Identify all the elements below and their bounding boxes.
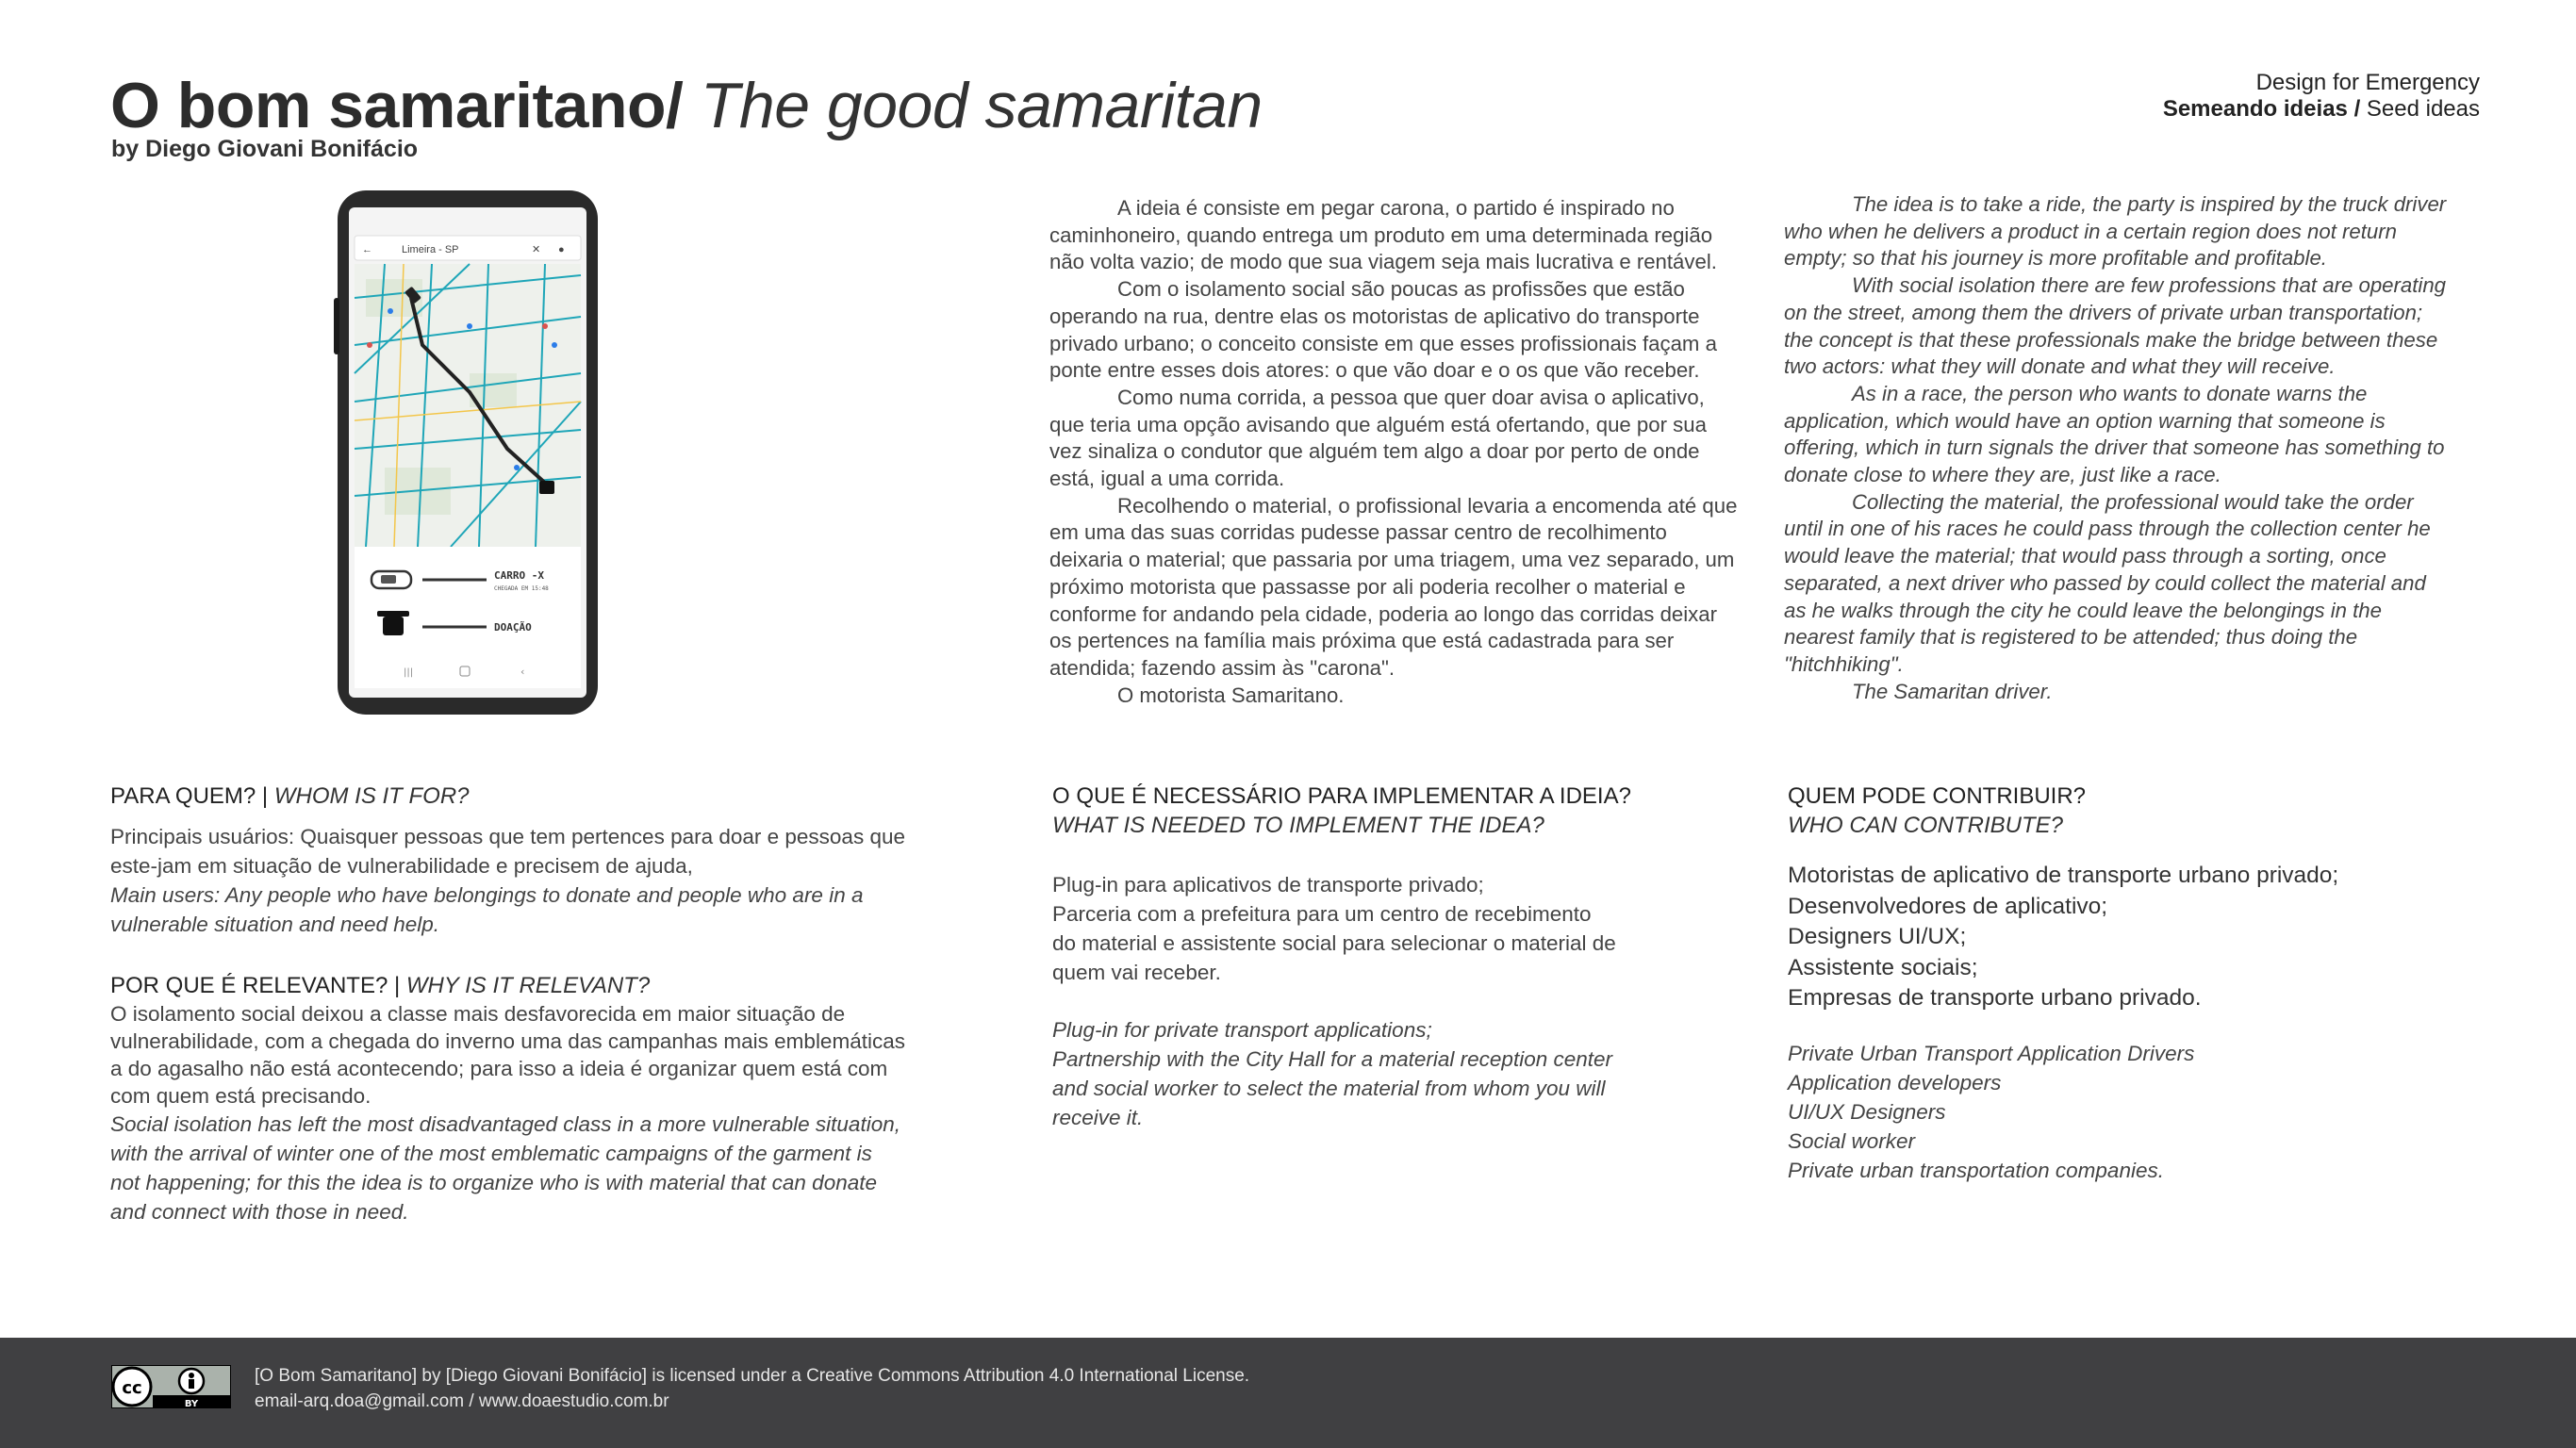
- brand-line2-sep: /: [2353, 96, 2361, 122]
- section-title-pt: O QUE É NECESSÁRIO PARA IMPLEMENTAR A IDEIA?: [1052, 783, 1631, 809]
- section-who-can-contribute: [1788, 782, 2467, 1185]
- intro-en: [1784, 191, 2452, 705]
- list-item: Designers UI/UX;: [1788, 924, 1967, 949]
- phone-side-button: [334, 298, 339, 354]
- intro-en-paragraph: With social isolation there are few professions that are operating on the street, among them the drivers of private urban transportation; the concept is that these professionals make the bridge between these two actors: what they will donate and what they will receive.: [1784, 273, 2447, 379]
- brand-line1: Design for Emergency: [2255, 70, 2480, 95]
- list-item: Private Urban Transport Application Drivers: [1788, 1041, 2195, 1065]
- map-search-bar[interactable]: [355, 236, 581, 260]
- body-line: quem vai receber.: [1052, 961, 1221, 984]
- body-line: com quem está precisando.: [110, 1084, 372, 1108]
- intro-pt-paragraph: Recolhendo o material, o profissional levaria a encomenda até que em uma das suas corridas pudesse passar centro de recolhimento deixaria o material; que passaria por uma triagem, uma vez separado, um próximo motorista que passasse por ali poderia recolher o material e conforme for andando pela cidade, poderia ao longo das corridas deixar os pertences na família mais próxima que está cadastrada para ser atendida; fazendo assim às "carona".: [1049, 493, 1738, 680]
- page-title: [110, 66, 1263, 145]
- body-line: Parceria com a prefeitura para um centro de recebimento: [1052, 902, 1592, 926]
- body-line: Social isolation has left the most disadvantaged class in a more vulnerable situation,: [110, 1112, 900, 1136]
- body-line: Plug-in for private transport applications;: [1052, 1018, 1432, 1042]
- map-area[interactable]: [355, 264, 581, 547]
- contributors-en: [1788, 1039, 2467, 1185]
- body-line: este-jam em situação de vulnerabilidade e precisem de ajuda,: [110, 854, 693, 878]
- section-title: [110, 971, 959, 1000]
- body-line: with the arrival of winter one of the most emblematic campaigns of the garment is: [110, 1142, 872, 1165]
- intro-pt: [1049, 195, 1740, 709]
- section-title-pt: POR QUE É RELEVANTE? |: [110, 973, 401, 998]
- section-title-pt: PARA QUEM? |: [110, 783, 269, 809]
- contributors-pt: [1788, 861, 2467, 1014]
- section-for-whom: [110, 782, 959, 939]
- intro-pt-paragraph: Como numa corrida, a pessoa que quer doar avisa o aplicativo, que teria uma opção avisando que alguém está ofertando, que por sua vez sinaliza o condutor que alguém tem algo a doar por perto de onde está, igual a uma corrida.: [1049, 385, 1707, 491]
- ride-option-label[interactable]: CARRO -X: [494, 569, 544, 582]
- title-pt: O bom samaritano: [110, 70, 667, 141]
- nav-recent-icon[interactable]: |||: [404, 667, 414, 678]
- back-arrow-icon[interactable]: ←: [362, 244, 372, 255]
- license-text: [O Bom Samaritano] by [Diego Giovani Bonifácio] is licensed under a Creative Commons Attribution 4.0 International License.: [255, 1366, 1250, 1386]
- gift-icon: [383, 617, 404, 635]
- intro-en-paragraph: The idea is to take a ride, the party is inspired by the truck driver who when he delivers a product in a certain region does not return empty; so that his journey is more profitable and profitable.: [1784, 192, 2447, 271]
- body-line: Main users: Any people who have belongings to donate and people who are in a: [110, 883, 864, 907]
- list-item: UI/UX Designers: [1788, 1099, 1946, 1124]
- by-text: BY: [184, 1399, 199, 1408]
- clear-icon[interactable]: ✕: [532, 244, 541, 255]
- body-line: vulnerable situation and need help.: [110, 913, 440, 936]
- body-line: and connect with those in need.: [110, 1200, 409, 1224]
- contact-text[interactable]: email-arq.doa@gmail.com / www.doaestudio.com.br: [255, 1391, 669, 1411]
- nav-back-icon[interactable]: ‹: [520, 666, 525, 678]
- cc-text: cc: [122, 1378, 142, 1398]
- list-item: Social worker: [1788, 1128, 1916, 1153]
- list-item: Private urban transportation companies.: [1788, 1158, 2164, 1182]
- section-title: [110, 782, 959, 811]
- author: by Diego Giovani Bonifácio: [111, 136, 419, 162]
- brand-line2-pt: Semeando ideias: [2162, 96, 2348, 122]
- brand-block: [2163, 70, 2480, 123]
- body-line: and social worker to select the material from whom you will: [1052, 1077, 1606, 1100]
- mic-icon[interactable]: ●: [558, 244, 565, 255]
- list-item: Desenvolvedores de aplicativo;: [1788, 893, 2108, 919]
- body-line: Partnership with the City Hall for a material reception center: [1052, 1047, 1613, 1071]
- body-line: a do agasalho não está acontecendo; para isso a ideia é organizar quem está com: [110, 1057, 888, 1080]
- list-item: Motoristas de aplicativo de transporte urbano privado;: [1788, 863, 2339, 888]
- list-item: Assistente sociais;: [1788, 954, 1978, 980]
- section-why-relevant: [110, 971, 959, 1226]
- section-title-en: WHAT IS NEEDED TO IMPLEMENT THE IDEA?: [1052, 813, 1544, 838]
- body-line: Plug-in para aplicativos de transporte privado;: [1052, 873, 1484, 897]
- intro-en-paragraph: Collecting the material, the professional would take the order until in one of his races he could pass through the collection center he would leave the material; that would pass through a sorting, once separated, a next driver who passed by could collect the material and as he walks through the city he could leave the belongings in the nearest family that is registered to be attended; thus doing the "hitchhiking".: [1784, 489, 2431, 676]
- footer-text: [255, 1363, 1249, 1414]
- brand-line2: [2163, 96, 2480, 123]
- body-line: not happening; for this the idea is to organize who is with material that can donate: [110, 1171, 877, 1194]
- body-line: receive it.: [1052, 1106, 1144, 1129]
- body-line: do material e assistente social para selecionar o material de: [1052, 931, 1616, 955]
- body-line: O isolamento social deixou a classe mais desfavorecida em maior situação de: [110, 1002, 846, 1026]
- list-item: Empresas de transporte urbano privado.: [1788, 985, 2202, 1011]
- brand-line2-en: Seed ideas: [2366, 96, 2480, 122]
- title-separator: /: [666, 70, 684, 141]
- donation-option-label[interactable]: DOAÇÃO: [494, 621, 532, 634]
- section-title-en: WHOM IS IT FOR?: [273, 783, 470, 809]
- intro-pt-paragraph: O motorista Samaritano.: [1117, 683, 1345, 707]
- phone-mockup: [328, 185, 613, 720]
- cc-by-license-icon[interactable]: [111, 1365, 231, 1408]
- donation-marker-icon: [539, 481, 554, 494]
- body-line: vulnerabilidade, com a chegada do inverno uma das campanhas mais emblemáticas: [110, 1029, 905, 1053]
- section-title-pt: QUEM PODE CONTRIBUIR?: [1788, 783, 2087, 809]
- list-item: Application developers: [1788, 1070, 2002, 1094]
- title-en: The good samaritan: [700, 70, 1263, 141]
- intro-en-paragraph: The Samaritan driver.: [1852, 679, 2053, 703]
- body-line: Principais usuários: Quaisquer pessoas que tem pertences para doar e pessoas que: [110, 825, 905, 848]
- section-what-is-needed: [1052, 782, 1693, 1132]
- section-title-en: WHO CAN CONTRIBUTE?: [1788, 813, 2064, 838]
- map-search-text: Limeira - SP: [402, 244, 459, 255]
- intro-pt-paragraph: A ideia é consiste em pegar carona, o partido é inspirado no caminhoneiro, quando entrega um produto em uma determinada região não volta vazio; de modo que sua viagem seja mais lucrativa e rentável.: [1049, 196, 1717, 274]
- section-title-en: WHY IS IT RELEVANT?: [405, 973, 651, 998]
- ride-option-sub: CHEGADA EM 15:48: [494, 585, 549, 592]
- intro-en-paragraph: As in a race, the person who wants to donate warns the application, which would have an option warning that someone is offering, which in turn signals the driver that someone has something to donate close to where they are, just like a race.: [1784, 381, 2445, 487]
- intro-pt-paragraph: Com o isolamento social são poucas as profissões que estão operando na rua, dentre elas os motoristas de aplicativo do transporte privado urbano; o conceito consiste em que esses profissionais façam a ponte entre esses dois atores: o que vão doar e o os que vão receber.: [1049, 277, 1717, 383]
